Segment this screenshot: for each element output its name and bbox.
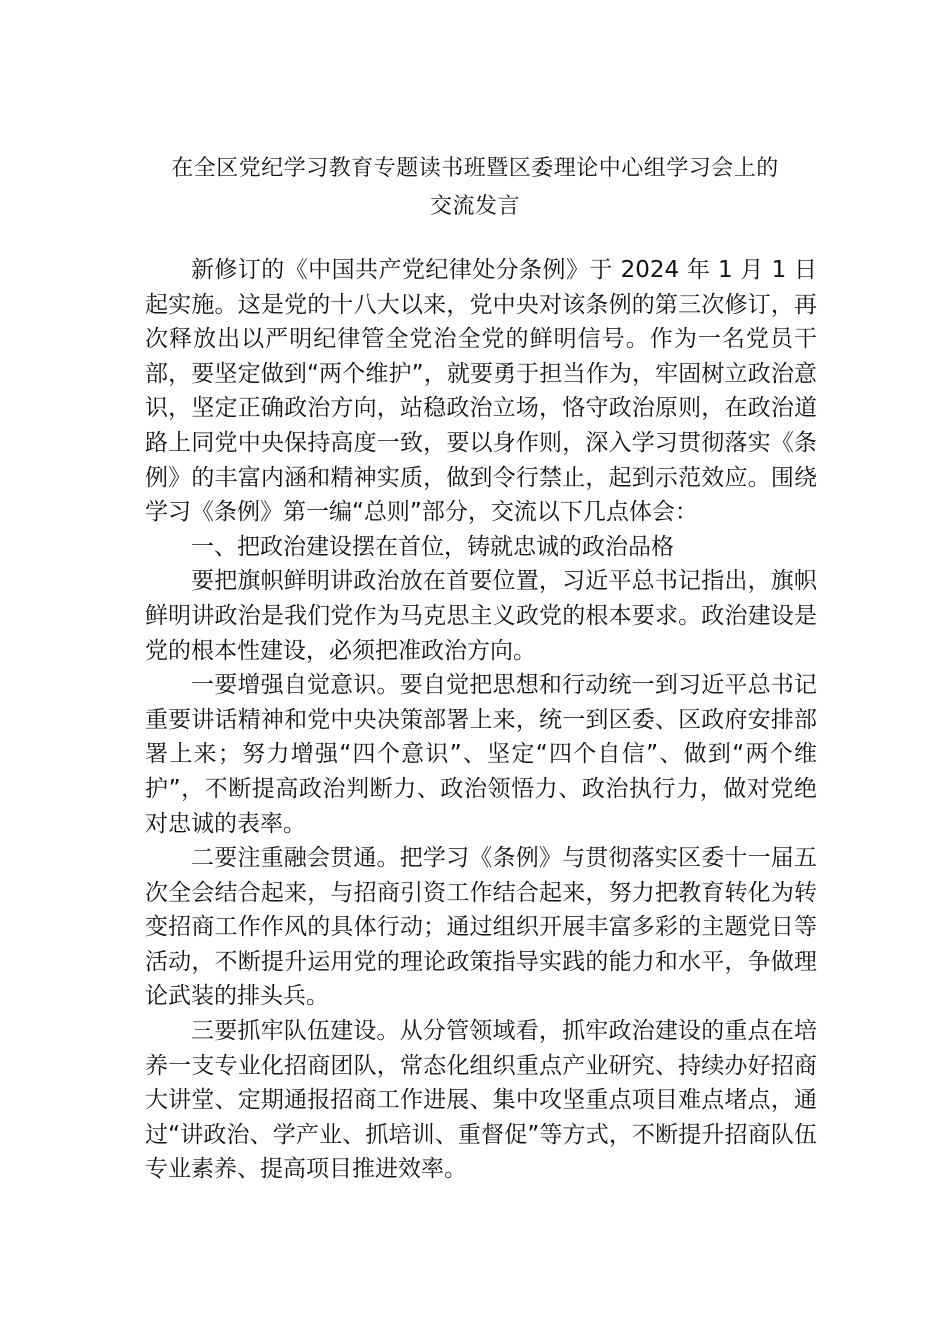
- point-paragraph-1: 一要增强自觉意识。要自觉把思想和行动统一到习近平总书记重要讲话精神和党中央决策部署上来，统一到区委、区政府安排部署上来；努力增强“四个意识”、坚定“四个自信”、做到“两个维护”，不断提高政治判断力、政治领悟力、政治执行力，做对党绝对忠诚的表率。: [145, 672, 817, 837]
- title-line-1: 在全区党纪学习教育专题读书班暨区委理论中心组学习会上的: [171, 156, 779, 181]
- document-title: [0, 150, 950, 226]
- intro-paragraph: 新修订的《中国共产党纪律处分条例》于 2024 年 1 月 1 日起实施。这是党的十八大以来，党中央对该条例的第三次修订，再次释放出以严明纪律管全党治全党的鲜明信号。作为一名党员干部，要坚定做到“两个维护”，就要勇于担当作为，牢固树立政治意识，坚定正确政治方向，站稳政治立场，恪守政治原则，在政治道路上同党中央保持高度一致，要以身作则，深入学习贯彻落实《条例》的丰富内涵和精神实质，做到令行禁止，起到示范效应。围绕学习《条例》第一编“总则”部分，交流以下几点体会：: [145, 257, 817, 526]
- section-paragraph: 要把旗帜鲜明讲政治放在首要位置，习近平总书记指出，旗帜鲜明讲政治是我们党作为马克思主义政党的根本要求。政治建设是党的根本性建设，必须把准政治方向。: [145, 568, 817, 664]
- point-paragraph-2: 二要注重融会贯通。把学习《条例》与贯彻落实区委十一届五次全会结合起来，与招商引资工作结合起来，努力把教育转化为转变招商工作作风的具体行动；通过组织开展丰富多彩的主题党日等活动，不断提升运用党的理论政策指导实践的能力和水平，争做理论武装的排头兵。: [145, 845, 817, 1010]
- point-paragraph-3: 三要抓牢队伍建设。从分管领域看，抓牢政治建设的重点在培养一支专业化招商团队，常态化组织重点产业研究、持续办好招商大讲堂、定期通报招商工作进展、集中攻坚重点项目难点堵点，通过“讲政治、学产业、抓培训、重督促”等方式，不断提升招商队伍专业素养、提高项目推进效率。: [145, 1018, 817, 1183]
- document-body: [145, 253, 817, 1187]
- section-heading-1: 一、把政治建设摆在首位，铸就忠诚的政治品格: [191, 533, 674, 560]
- title-line-2: 交流发言: [429, 194, 520, 219]
